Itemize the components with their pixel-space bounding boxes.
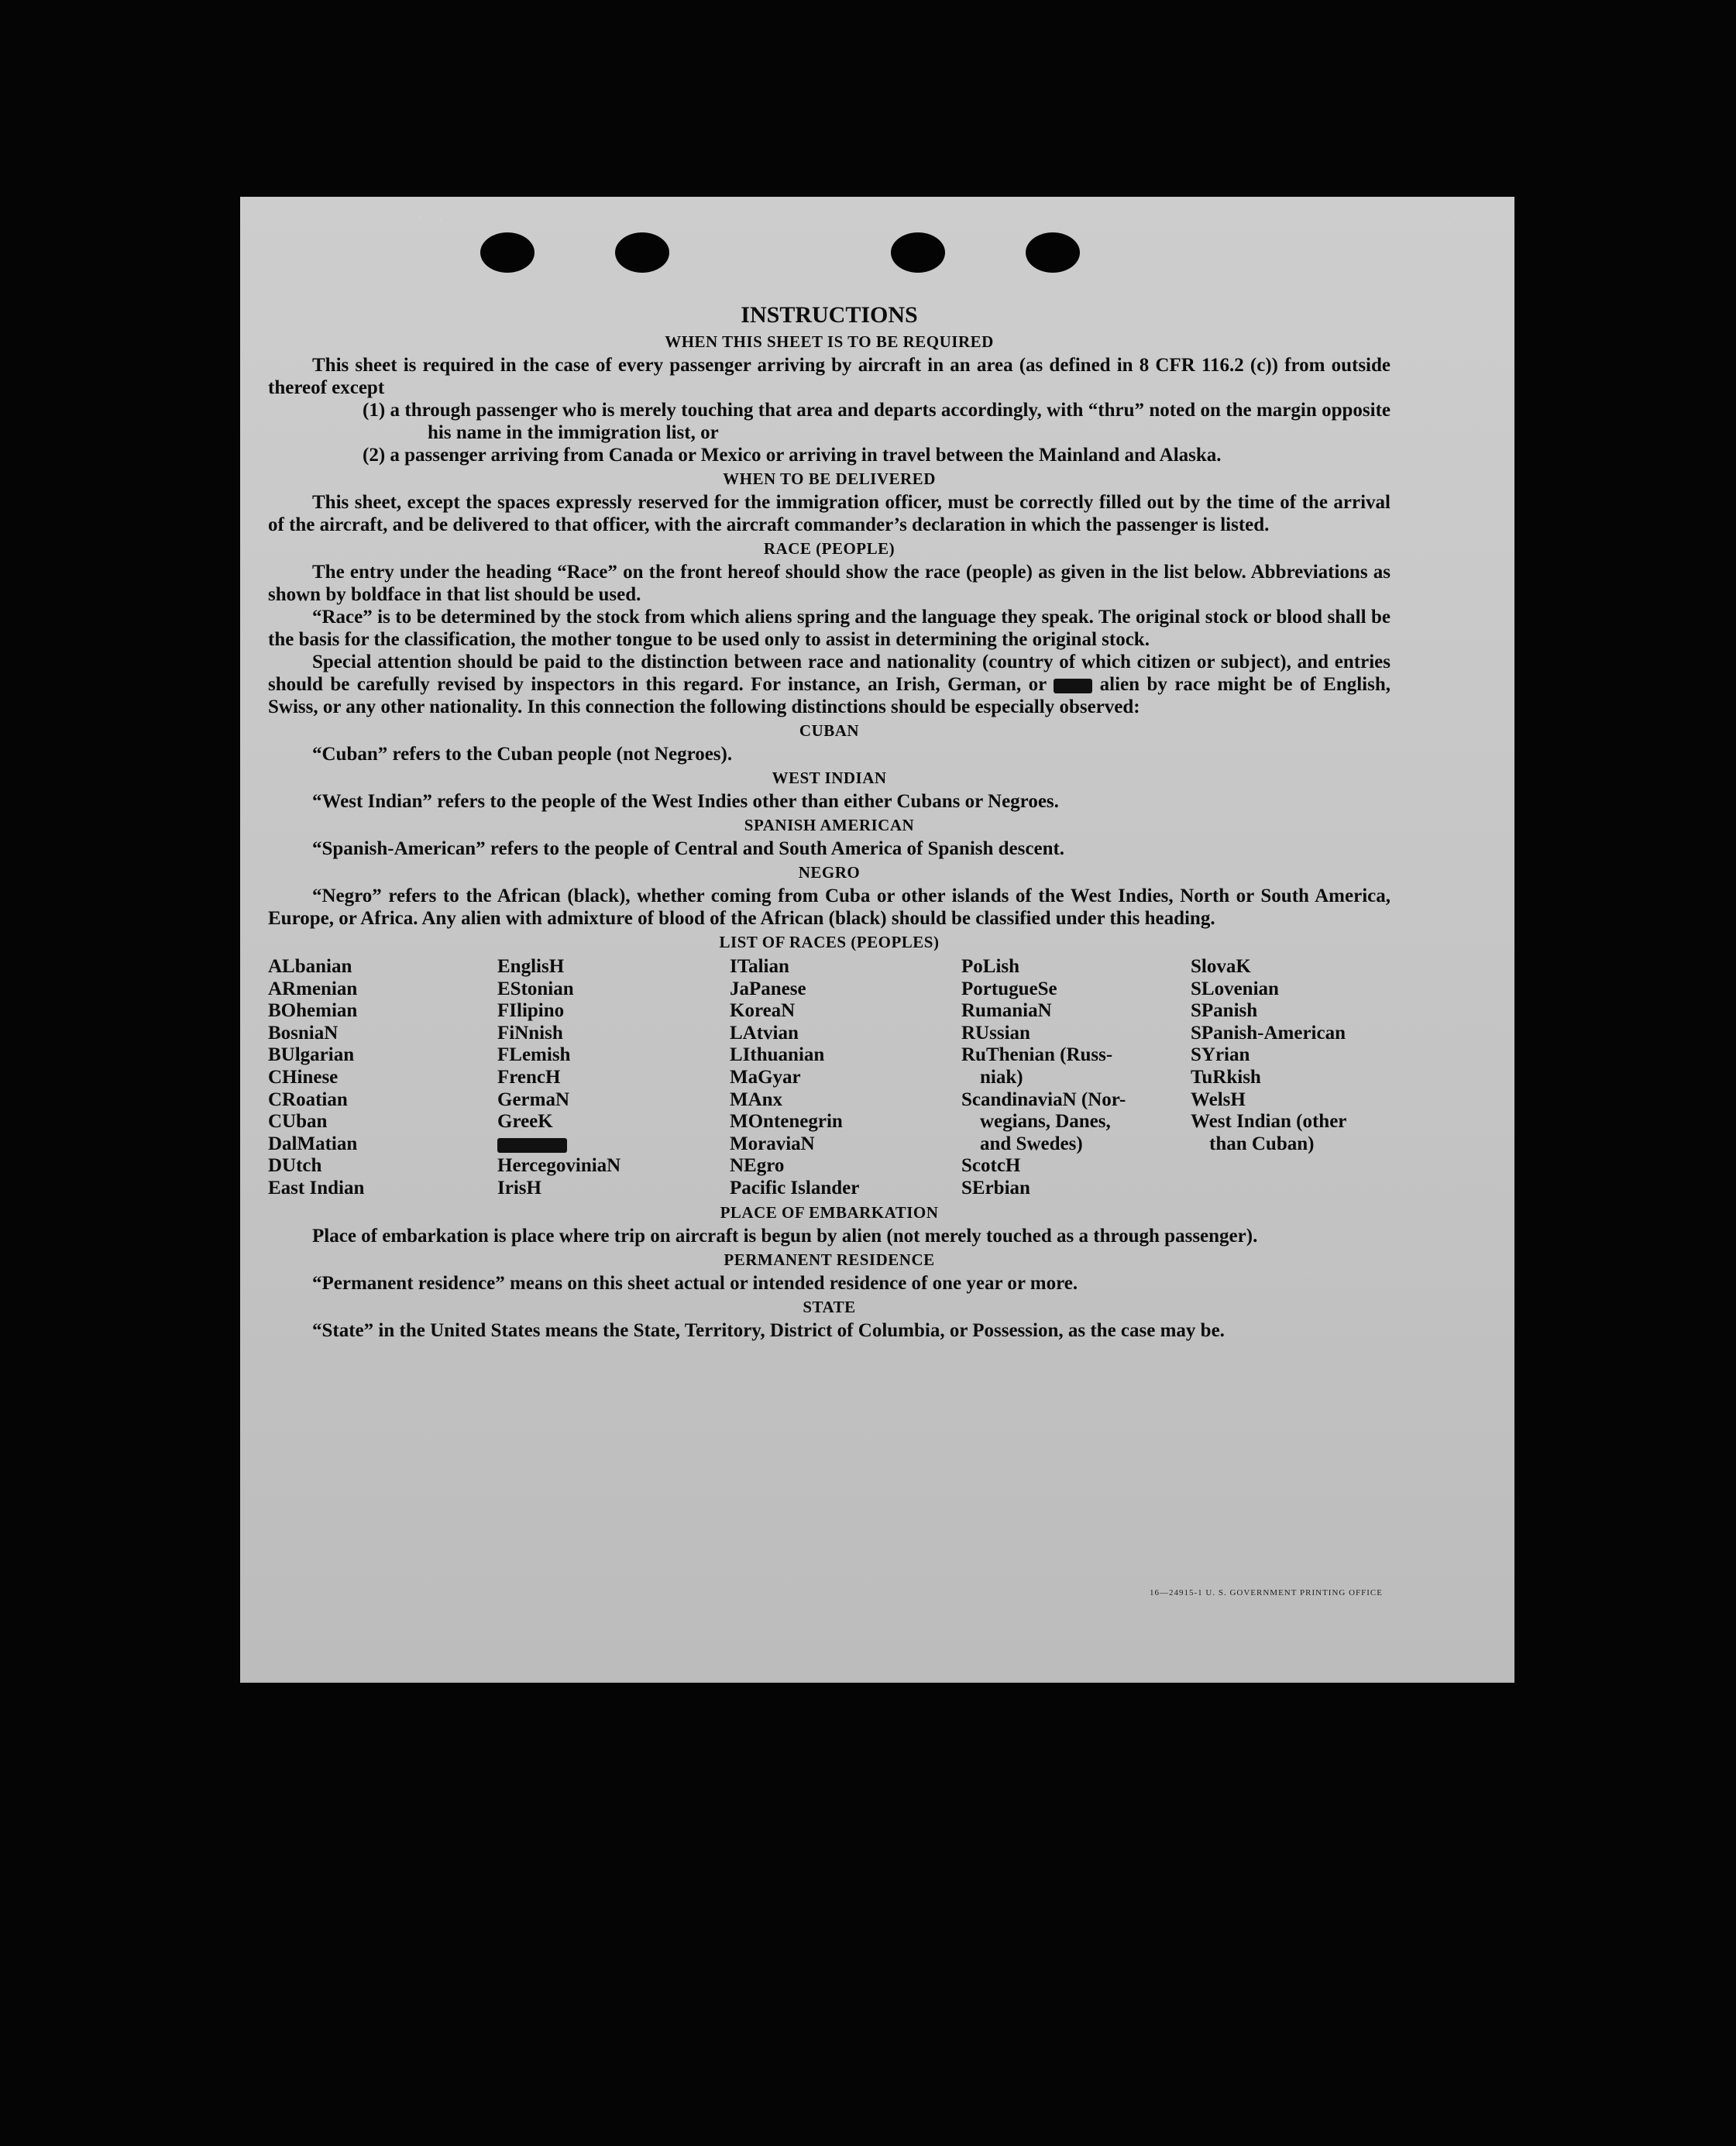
race-item: SErbian xyxy=(961,1177,1030,1199)
section-heading: CUBAN xyxy=(799,721,860,740)
dust-speck xyxy=(1447,222,1451,225)
race-item: BUlgarian xyxy=(268,1044,355,1066)
redaction-mark xyxy=(1054,679,1092,693)
race-item: MOntenegrin xyxy=(730,1111,843,1133)
race-item: PoLish xyxy=(961,956,1020,977)
race-item: DUtch xyxy=(268,1155,322,1177)
race-item: RuThenian (Russ- xyxy=(961,1044,1113,1066)
section-heading: RACE (PEOPLE) xyxy=(763,539,896,558)
section-heading: WEST INDIAN xyxy=(772,769,887,787)
section-heading: NEGRO xyxy=(798,863,861,882)
section-heading: PLACE OF EMBARKATION xyxy=(720,1202,939,1222)
section-heading: PERMANENT RESIDENCE xyxy=(724,1250,935,1269)
race-item: PortugueSe xyxy=(961,978,1057,999)
paragraph: “Permanent residence” means on this sheet actual or intended residence of one year or more. xyxy=(312,1272,1078,1294)
race-item: GreeK xyxy=(497,1111,553,1133)
race-item: WelsH xyxy=(1191,1088,1246,1110)
list-item: (2) a passenger arriving from Canada or Mexico or arriving in travel between the Mainland and Alaska. xyxy=(363,445,1222,466)
race-item: SlovaK xyxy=(1191,956,1251,977)
section-heading: WHEN THIS SHEET IS TO BE REQUIRED xyxy=(665,332,994,351)
race-item: FLemish xyxy=(497,1044,571,1066)
races-list xyxy=(268,956,1391,1200)
race-item: MaGyar xyxy=(730,1066,801,1088)
race-item: GermaN xyxy=(497,1088,570,1110)
race-item: niak) xyxy=(980,1066,1023,1088)
dust-speck xyxy=(418,215,423,220)
paragraph: This sheet, except the spaces expressly reserved for the immigration officer, must be correctly filled out by the time of the arrival of the aircraft, and be delivered to that officer, with the aircraft commander’s declaration in which the passenger is listed. xyxy=(268,492,1391,535)
race-item: EStonian xyxy=(497,978,574,999)
race-item: ScotcH xyxy=(961,1155,1021,1177)
race-item: SPanish-American xyxy=(1191,1022,1346,1044)
paragraph: “Race” is to be determined by the stock from which aliens spring and the language they speak. The original stock or blood shall be the basis for the classification, the mother tongue to be used only to assist in determining the original stock. xyxy=(268,607,1391,650)
redaction-mark xyxy=(497,1138,567,1153)
race-item: NEgro xyxy=(730,1155,785,1177)
race-item: FrencH xyxy=(497,1066,561,1088)
section-heading: SPANISH AMERICAN xyxy=(744,816,915,834)
paragraph: “West Indian” refers to the people of the West Indies other than either Cubans or Negroes. xyxy=(312,791,1059,812)
race-item: RUssian xyxy=(961,1022,1030,1044)
race-item: East Indian xyxy=(268,1177,365,1199)
race-item: SYrian xyxy=(1191,1044,1250,1066)
punch-hole xyxy=(615,232,669,273)
race-item: wegians, Danes, xyxy=(980,1111,1111,1133)
paragraph xyxy=(268,651,1391,718)
text-span: Special attention should be paid to the distinction between race and nationality (country of which citizen or subject), and entries should be carefully revised by inspectors in this regard. For instance, an Irish, German, or xyxy=(268,652,1391,695)
race-item: JaPanese xyxy=(730,978,806,999)
race-item: Pacific Islander xyxy=(730,1177,860,1199)
race-item: ITalian xyxy=(730,956,789,977)
punch-hole xyxy=(1026,232,1080,273)
race-item: LIthuanian xyxy=(730,1044,825,1066)
page-title: INSTRUCTIONS xyxy=(741,302,918,328)
race-item: TuRkish xyxy=(1191,1066,1261,1088)
race-item: BOhemian xyxy=(268,1000,358,1022)
races-column xyxy=(730,956,961,1200)
races-column xyxy=(268,956,497,1200)
race-item: than Cuban) xyxy=(1209,1133,1315,1154)
paragraph: Place of embarkation is place where trip on aircraft is begun by alien (not merely touched as a through passenger). xyxy=(312,1225,1258,1247)
race-item: CUban xyxy=(268,1111,328,1133)
race-item: RumaniaN xyxy=(961,1000,1052,1022)
paragraph: “State” in the United States means the State, Territory, District of Columbia, or Possession, as the case may be. xyxy=(312,1319,1225,1341)
race-item: KoreaN xyxy=(730,1000,796,1022)
race-item: ARmenian xyxy=(268,978,358,999)
races-column xyxy=(961,956,1191,1200)
race-item: MAnx xyxy=(730,1088,783,1110)
race-item: West Indian (other xyxy=(1191,1111,1347,1133)
race-item: IrisH xyxy=(497,1177,541,1199)
race-item: FIlipino xyxy=(497,1000,565,1022)
text-span: alien by race might be of English, Swiss, or any other nationality. In this connection the following distinctions should be especially observed: xyxy=(268,674,1391,717)
race-item: and Swedes) xyxy=(980,1133,1083,1154)
race-item: ScandinaviaN (Nor- xyxy=(961,1088,1126,1110)
punch-hole xyxy=(891,232,945,273)
instructions-body xyxy=(268,301,1391,1342)
race-item: MoraviaN xyxy=(730,1133,815,1154)
paragraph: This sheet is required in the case of every passenger arriving by aircraft in an area (as defined in 8 CFR 116.2 (c)) from outside thereof except xyxy=(268,355,1391,398)
race-item: DalMatian xyxy=(268,1133,358,1154)
race-item: CRoatian xyxy=(268,1088,348,1110)
race-item: HercegoviniaN xyxy=(497,1155,621,1177)
section-heading: LIST OF RACES (PEOPLES) xyxy=(719,933,940,951)
document-sheet xyxy=(240,197,1514,1683)
paragraph: “Cuban” refers to the Cuban people (not Negroes). xyxy=(312,744,733,765)
race-item-redacted xyxy=(497,1133,730,1156)
section-heading: WHEN TO BE DELIVERED xyxy=(723,469,936,488)
race-item: LAtvian xyxy=(730,1022,799,1044)
races-column xyxy=(497,956,730,1200)
race-item: SPanish xyxy=(1191,1000,1258,1022)
dust-speck xyxy=(438,218,442,222)
races-column xyxy=(1191,956,1392,1200)
race-item: BosniaN xyxy=(268,1022,339,1044)
list-item: (1) a through passenger who is merely touching that area and departs accordingly, with “thru” noted on the margin opposite his name in the immigration list, or xyxy=(363,400,1391,443)
print-footer: 16—24915-1 U. S. GOVERNMENT PRINTING OFFICE xyxy=(1149,1588,1383,1597)
paragraph: “Spanish-American” refers to the people of Central and South America of Spanish descent. xyxy=(312,838,1065,859)
paragraph: The entry under the heading “Race” on the front hereof should show the race (people) as given in the list below. Abbreviations as shown by boldface in that list should be used. xyxy=(268,562,1391,605)
race-item: CHinese xyxy=(268,1066,339,1088)
race-item: SLovenian xyxy=(1191,978,1279,999)
race-item: ALbanian xyxy=(268,956,352,977)
race-item: EnglisH xyxy=(497,956,565,977)
section-heading: STATE xyxy=(803,1297,856,1316)
paragraph: “Negro” refers to the African (black), whether coming from Cuba or other islands of the West Indies, North or South America, Europe, or Africa. Any alien with admixture of blood of the African (black) should be classified under this heading. xyxy=(268,886,1391,929)
punch-hole xyxy=(480,232,535,273)
race-item: FiNnish xyxy=(497,1022,563,1044)
